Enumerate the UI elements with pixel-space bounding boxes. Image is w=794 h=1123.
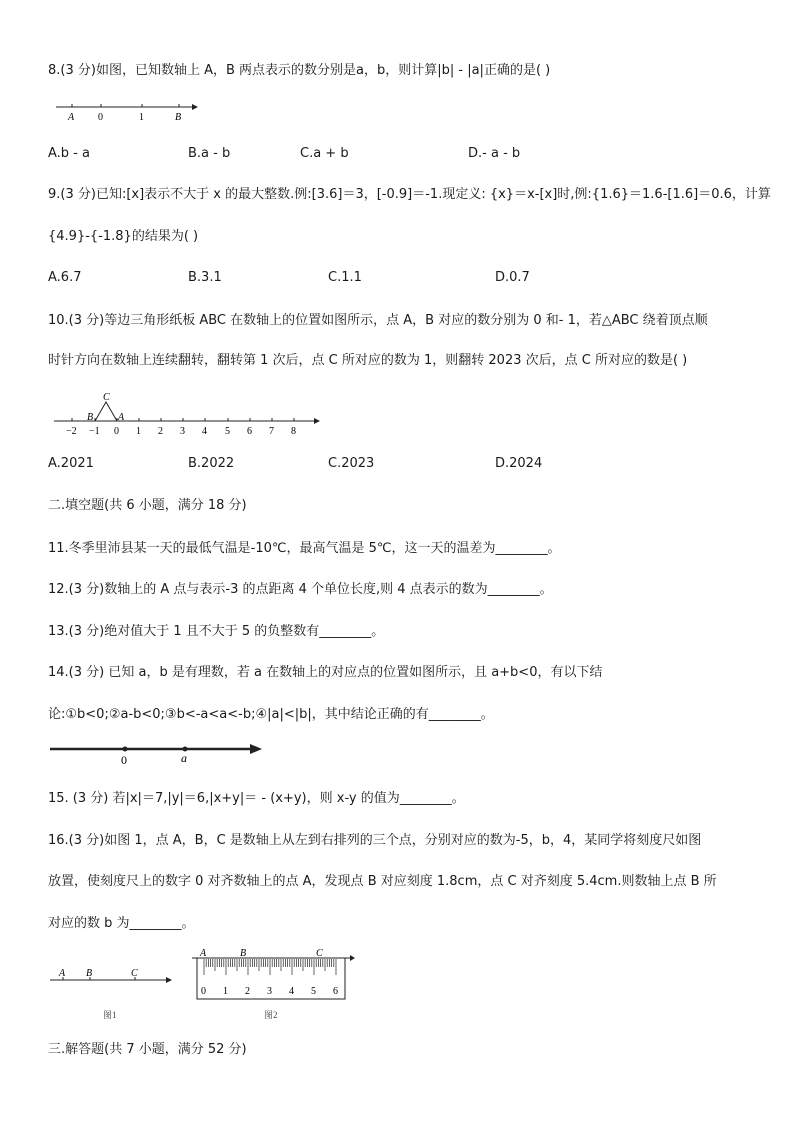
q14-stem-line2: 论:①b<0;②a-b<0;③b<-a<a<-b;④|a|<|b|，其中结论正确的有________。	[48, 707, 494, 722]
q9-stem-line1: 9.(3 分)已知:[x]表示不大于 x 的最大整数.例:[3.6]＝3，[-0.9]＝-1.现定义: {x}＝x-[x]时,例:{1.6}＝1.6-[1.6]＝0.6，计算	[48, 187, 771, 202]
q16-fig2-point-c: C	[316, 948, 323, 959]
q9-option-a: A.6.7	[48, 270, 82, 285]
q13-stem: 13.(3 分)绝对值大于 1 且不大于 5 的负整数有________。	[48, 624, 385, 639]
q8-option-d: D.- a - b	[468, 146, 521, 161]
q10-option-c: C.2023	[328, 456, 375, 471]
q9-option-b: B.3.1	[188, 270, 222, 285]
section-heading-answers: 三.解答题(共 7 小题，满分 52 分)	[48, 1042, 247, 1057]
q16-fig1-point-a: A	[59, 968, 66, 979]
q8-option-b: B.a - b	[188, 146, 231, 161]
q16-ruler-number: 6	[333, 986, 338, 997]
q16-figure-1-number-line	[48, 963, 174, 1021]
q9-option-d: D.0.7	[495, 270, 530, 285]
q10-tick-label: 0	[114, 426, 119, 437]
q16-fig2-point-a: A	[200, 948, 207, 959]
q10-tick-label: 1	[136, 426, 141, 437]
q8-stem: 8.(3 分)如图，已知数轴上 A，B 两点表示的数分别是a，b，则计算|b| - |a|正确的是( )	[48, 63, 551, 78]
q10-tick-label: 5	[225, 426, 230, 437]
q10-point-c: C	[103, 392, 110, 403]
q16-fig2-point-b: B	[240, 948, 247, 959]
q11-stem: 11.冬季里沛县某一天的最低气温是-10℃，最高气温是 5℃，这一天的温差为________。	[48, 541, 561, 556]
q9-stem-line2: {4.9}-{-1.8}的结果为( )	[48, 229, 199, 244]
q10-stem-line1: 10.(3 分)等边三角形纸板 ABC 在数轴上的位置如图所示，点 A，B 对应的数分别为 0 和- 1，若△ABC 绕着顶点顺	[48, 313, 708, 328]
q14-stem-line1: 14.(3 分) 已知 a，b 是有理数，若 a 在数轴上的对应点的位置如图所示，且 a+b<0，有以下结	[48, 665, 603, 680]
q8-label-0: 0	[98, 112, 103, 123]
q10-tick-label: 4	[202, 426, 207, 437]
q16-stem-line3: 对应的数 b 为________。	[48, 916, 195, 931]
q10-tick-label: 7	[269, 426, 274, 437]
q16-fig1-point-b: B	[86, 968, 93, 979]
q14-label-a: a	[181, 751, 187, 765]
q8-option-a: A.b - a	[48, 146, 90, 161]
q10-tick-label: 2	[158, 426, 163, 437]
q9-option-c: C.1.1	[328, 270, 362, 285]
section-heading-fill-in: 二.填空题(共 6 小题，满分 18 分)	[48, 498, 247, 513]
q16-ruler-number: 3	[267, 986, 272, 997]
q10-tick-label: −1	[89, 426, 100, 437]
q14-origin-dot	[123, 747, 128, 752]
q14-number-line-figure	[48, 738, 268, 768]
q10-stem-line2: 时针方向在数轴上连续翻转，翻转第 1 次后，点 C 所对应的数为 1，则翻转 2023 次后，点 C 所对应的数是( )	[48, 353, 688, 368]
q8-label-a: A	[68, 112, 75, 123]
q10-tick-label: 8	[291, 426, 296, 437]
q10-point-a: A	[118, 412, 125, 423]
q16-ruler-number: 0	[201, 986, 206, 997]
q14-label-0: 0	[121, 753, 127, 767]
q16-stem-line1: 16.(3 分)如图 1，点 A，B，C 是数轴上从左到右排列的三个点，分别对应的数为-5，b，4，某同学将刻度尺如图	[48, 833, 702, 848]
q10-option-d: D.2024	[495, 456, 543, 471]
q10-point-b: B	[87, 412, 94, 423]
q16-fig1-caption: 图1	[103, 1010, 117, 1020]
q10-option-b: B.2022	[188, 456, 235, 471]
q16-ruler-number: 4	[289, 986, 294, 997]
q10-option-a: A.2021	[48, 456, 94, 471]
q16-ruler-number: 1	[223, 986, 228, 997]
q10-tick-label: 3	[180, 426, 185, 437]
q8-label-b: B	[175, 112, 182, 123]
q8-label-1: 1	[139, 112, 144, 123]
q12-stem: 12.(3 分)数轴上的 A 点与表示-3 的点距离 4 个单位长度,则 4 点表示的数为________。	[48, 582, 553, 597]
q8-option-c: C.a + b	[300, 146, 349, 161]
q16-stem-line2: 放置，使刻度尺上的数字 0 对齐数轴上的点 A，发现点 B 对应刻度 1.8cm，点 C 对齐刻度 5.4cm.则数轴上点 B 所	[48, 874, 717, 889]
q10-tick-label: 6	[247, 426, 252, 437]
q10-tick-label: −2	[66, 426, 77, 437]
q16-ruler-number: 2	[245, 986, 250, 997]
q8-number-line-figure	[52, 98, 202, 124]
q16-fig1-point-c: C	[131, 968, 138, 979]
q15-stem: 15. (3 分) 若|x|＝7,|y|＝6,|x+y|＝ - (x+y)，则 x-y 的值为________。	[48, 791, 465, 806]
q10-triangle-number-line-figure	[50, 390, 322, 440]
q16-fig2-caption: 图2	[264, 1010, 278, 1020]
q10-triangle	[95, 402, 117, 421]
q16-ruler-number: 5	[311, 986, 316, 997]
q16-figure-2-ruler	[190, 946, 356, 1024]
